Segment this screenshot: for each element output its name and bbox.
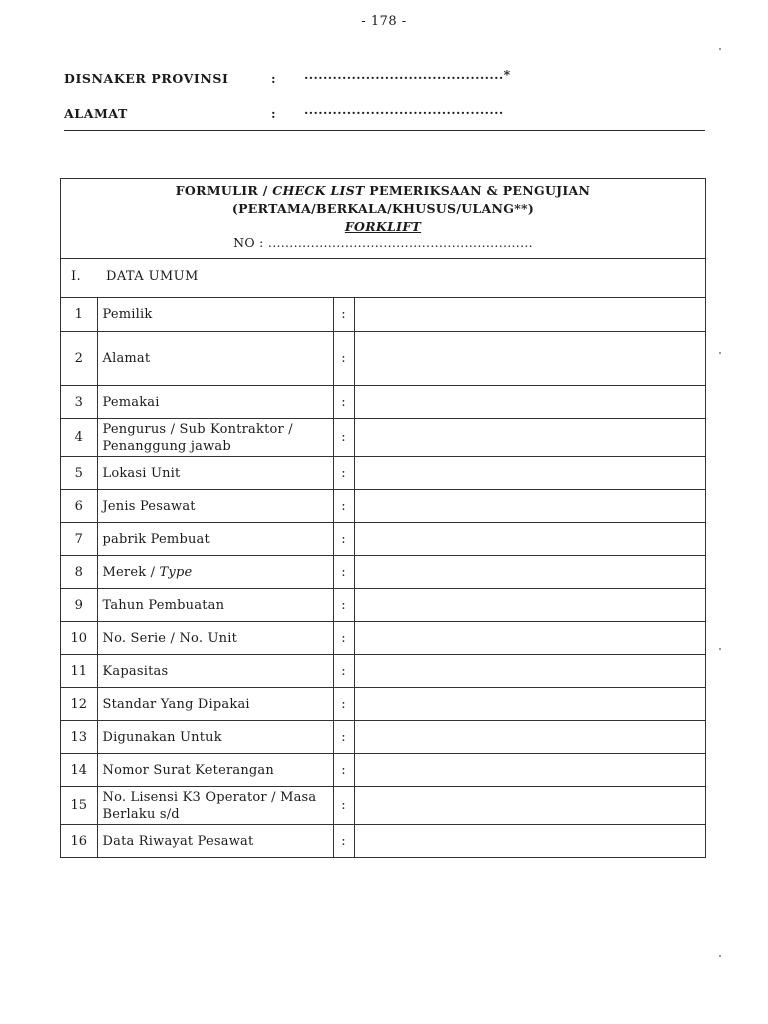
row-label-text: Lokasi Unit xyxy=(102,465,181,481)
form-subtitle: (PERTAMA/BERKALA/KHUSUS/ULANG**) xyxy=(231,201,535,216)
row-value-field[interactable] xyxy=(354,787,705,825)
provinsi-colon: : xyxy=(271,71,276,86)
row-colon: : xyxy=(333,332,354,386)
row-label-italic: Type xyxy=(159,564,193,580)
title-part-2: PEMERIKSAAN & PENGUJIAN xyxy=(364,183,591,198)
table-row xyxy=(61,419,705,457)
row-label xyxy=(97,622,333,655)
row-number: 11 xyxy=(61,655,97,688)
row-label xyxy=(97,721,333,754)
table-row xyxy=(61,386,705,419)
form-number-line: NO : .............................................................. xyxy=(233,235,533,250)
data-umum-table xyxy=(61,297,705,858)
row-colon: : xyxy=(333,556,354,589)
row-label xyxy=(97,386,333,419)
scan-speck xyxy=(719,955,721,957)
row-colon: : xyxy=(333,688,354,721)
row-label-text: Pemilik xyxy=(102,307,153,322)
row-colon: : xyxy=(333,622,354,655)
checklist-form xyxy=(60,178,706,858)
section-title: DATA UMUM xyxy=(106,269,199,284)
section-header xyxy=(61,259,705,297)
table-row xyxy=(61,721,705,754)
row-label xyxy=(97,298,333,332)
row-colon: : xyxy=(333,589,354,622)
row-value-field[interactable] xyxy=(354,332,705,386)
table-row xyxy=(61,754,705,787)
scan-speck xyxy=(719,352,721,354)
row-value-field[interactable] xyxy=(354,622,705,655)
row-label-text: Pengurus / Sub Kontraktor / Penanggung jawab xyxy=(102,421,293,454)
row-label xyxy=(97,589,333,622)
table-row xyxy=(61,825,705,858)
row-label-text: Data Riwayat Pesawat xyxy=(102,833,254,849)
table-row xyxy=(61,332,705,386)
row-colon: : xyxy=(333,787,354,825)
row-label xyxy=(97,787,333,825)
row-colon: : xyxy=(333,754,354,787)
row-number: 6 xyxy=(61,490,97,523)
header-provinsi-row xyxy=(64,67,704,91)
row-number: 2 xyxy=(61,332,97,386)
row-value-field[interactable] xyxy=(354,523,705,556)
row-label-text: Standar Yang Dipakai xyxy=(102,696,250,712)
row-label xyxy=(97,332,333,386)
table-row xyxy=(61,688,705,721)
row-label-text: No. Lisensi K3 Operator / Masa Berlaku s/d xyxy=(102,789,317,822)
row-colon: : xyxy=(333,298,354,332)
row-label xyxy=(97,754,333,787)
row-colon: : xyxy=(333,457,354,490)
table-row xyxy=(61,622,705,655)
header-divider xyxy=(64,130,705,131)
alamat-label: ALAMAT xyxy=(64,106,128,121)
row-label-text: Alamat xyxy=(102,351,151,366)
row-value-field[interactable] xyxy=(354,490,705,523)
row-value-field[interactable] xyxy=(354,754,705,787)
row-value-field[interactable] xyxy=(354,556,705,589)
table-row xyxy=(61,589,705,622)
row-label xyxy=(97,556,333,589)
row-label-text: Digunakan Untuk xyxy=(102,729,222,745)
equipment-title: FORKLIFT xyxy=(344,219,422,234)
title-checklist-italic: CHECK LIST xyxy=(272,183,365,198)
row-colon: : xyxy=(333,825,354,858)
row-number: 1 xyxy=(61,298,97,332)
row-value-field[interactable] xyxy=(354,386,705,419)
table-row xyxy=(61,490,705,523)
row-colon: : xyxy=(333,721,354,754)
row-number: 4 xyxy=(61,419,97,457)
row-label-text: Jenis Pesawat xyxy=(102,498,196,514)
row-value-field[interactable] xyxy=(354,688,705,721)
row-label xyxy=(97,523,333,556)
row-value-field[interactable] xyxy=(354,457,705,490)
row-value-field[interactable] xyxy=(354,589,705,622)
table-row xyxy=(61,298,705,332)
row-number: 3 xyxy=(61,386,97,419)
row-value-field[interactable] xyxy=(354,298,705,332)
row-number: 12 xyxy=(61,688,97,721)
table-row xyxy=(61,523,705,556)
row-colon: : xyxy=(333,419,354,457)
row-colon: : xyxy=(333,523,354,556)
table-row xyxy=(61,655,705,688)
row-label-text: No. Serie / No. Unit xyxy=(102,630,237,646)
alamat-colon: : xyxy=(271,106,276,121)
header-alamat-row xyxy=(64,102,704,126)
row-colon: : xyxy=(333,490,354,523)
row-colon: : xyxy=(333,386,354,419)
row-number: 7 xyxy=(61,523,97,556)
provinsi-value: ..........................................* xyxy=(304,67,511,82)
row-label xyxy=(97,490,333,523)
row-label xyxy=(97,457,333,490)
row-label xyxy=(97,655,333,688)
row-label-text: Merek / xyxy=(102,564,160,580)
row-number: 13 xyxy=(61,721,97,754)
row-number: 10 xyxy=(61,622,97,655)
page-number: - 178 - xyxy=(361,14,407,29)
row-number: 14 xyxy=(61,754,97,787)
row-number: 16 xyxy=(61,825,97,858)
table-row xyxy=(61,787,705,825)
table-row xyxy=(61,457,705,490)
scan-speck xyxy=(719,648,721,650)
section-number: I. xyxy=(71,269,82,284)
row-label-text: Nomor Surat Keterangan xyxy=(102,762,274,778)
row-colon: : xyxy=(333,655,354,688)
provinsi-label: DISNAKER PROVINSI xyxy=(64,71,229,86)
row-label xyxy=(97,419,333,457)
form-title-block xyxy=(61,179,705,259)
row-value-field[interactable] xyxy=(354,419,705,457)
row-number: 9 xyxy=(61,589,97,622)
scan-speck xyxy=(719,48,721,50)
row-value-field[interactable] xyxy=(354,655,705,688)
row-label-text: Tahun Pembuatan xyxy=(102,597,225,613)
alamat-value: .......................................... xyxy=(304,102,504,117)
row-number: 15 xyxy=(61,787,97,825)
row-label xyxy=(97,688,333,721)
title-part-1: FORMULIR / xyxy=(175,183,273,198)
row-label-text: pabrik Pembuat xyxy=(102,531,210,547)
row-number: 8 xyxy=(61,556,97,589)
row-value-field[interactable] xyxy=(354,825,705,858)
row-label-text: Kapasitas xyxy=(102,663,169,679)
form-title xyxy=(61,183,705,198)
row-value-field[interactable] xyxy=(354,721,705,754)
table-row xyxy=(61,556,705,589)
row-label xyxy=(97,825,333,858)
row-number: 5 xyxy=(61,457,97,490)
row-label-text: Pemakai xyxy=(102,394,160,410)
